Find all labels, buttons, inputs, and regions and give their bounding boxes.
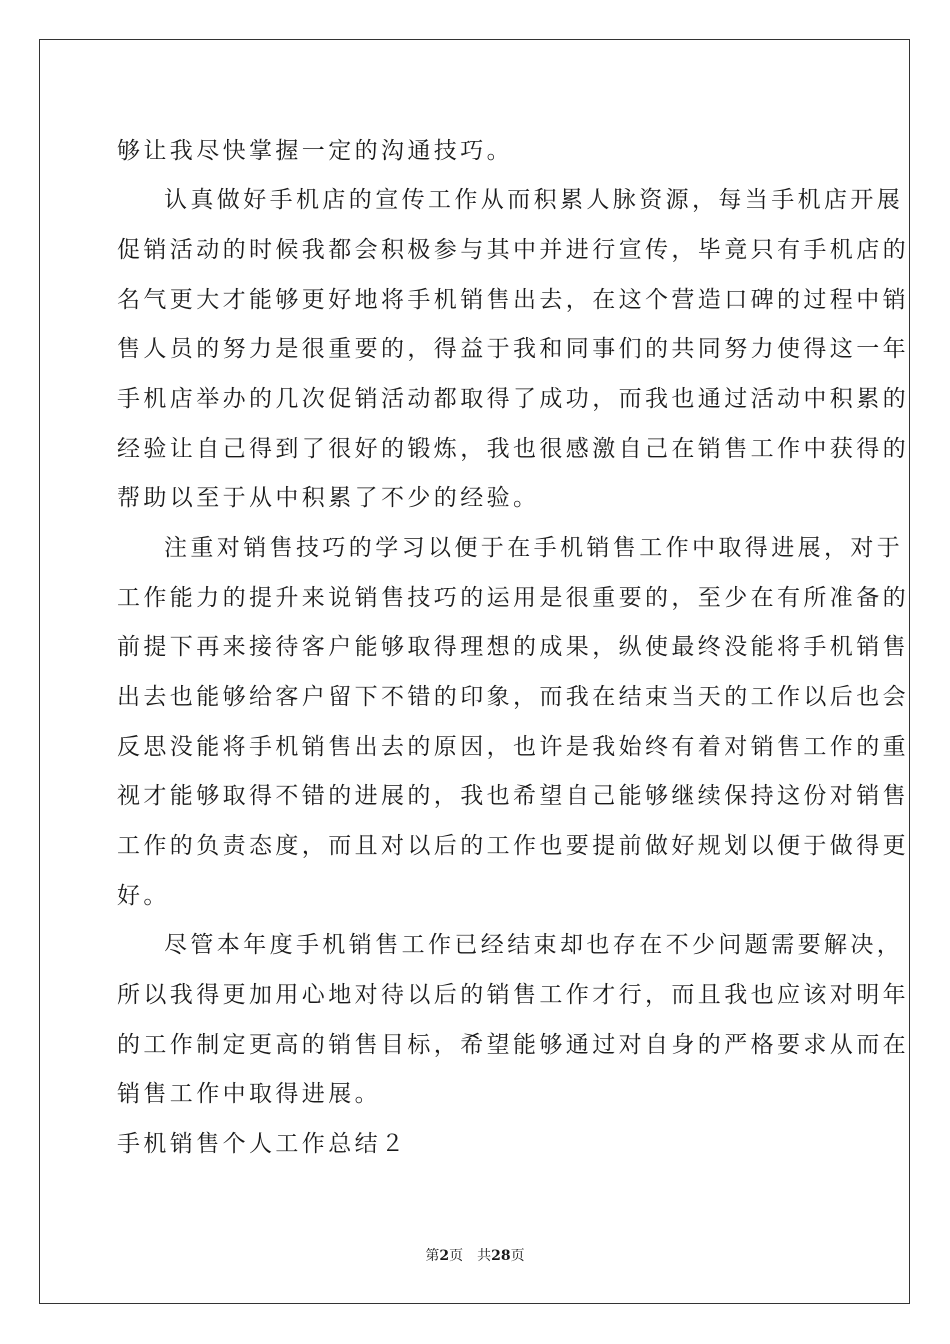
text-line: 促销活动的时候我都会积极参与其中并进行宣传，毕竟只有手机店的 bbox=[117, 237, 909, 263]
text-line: 的工作制定更高的销售目标，希望能够通过对自身的严格要求从而在 bbox=[117, 1032, 909, 1058]
text-line: 经验让自己得到了很好的锻炼，我也很感激自己在销售工作中获得的 bbox=[117, 436, 909, 462]
page-number: 2 bbox=[439, 1248, 450, 1264]
page-border bbox=[39, 39, 910, 1304]
total-label-prefix: 共 bbox=[477, 1248, 492, 1264]
text-line: 售人员的努力是很重要的，得益于我和同事们的共同努力使得这一年 bbox=[117, 336, 909, 362]
text-line: 手机店举办的几次促销活动都取得了成功，而我也通过活动中积累的 bbox=[117, 386, 909, 412]
total-pages: 28 bbox=[491, 1248, 511, 1264]
text-line: 出去也能够给客户留下不错的印象，而我在结束当天的工作以后也会 bbox=[117, 684, 909, 710]
text-line: 工作能力的提升来说销售技巧的运用是很重要的，至少在有所准备的 bbox=[117, 585, 909, 611]
text-line: 好。 bbox=[117, 883, 170, 909]
text-line: 反思没能将手机销售出去的原因，也许是我始终有着对销售工作的重 bbox=[117, 734, 909, 760]
text-line: 所以我得更加用心地对待以后的销售工作才行，而且我也应该对明年 bbox=[117, 982, 909, 1008]
page-label-suffix: 页 bbox=[449, 1248, 464, 1264]
paragraph-first-line: 认真做好手机店的宣传工作从而积累人脉资源，每当手机店开展 bbox=[164, 187, 904, 213]
text-line: 前提下再来接待客户能够取得理想的成果，纵使最终没能将手机销售 bbox=[117, 634, 909, 660]
page-footer bbox=[0, 1246, 950, 1266]
total-label-suffix: 页 bbox=[510, 1248, 525, 1264]
text-line: 工作的负责态度，而且对以后的工作也要提前做好规划以便于做得更 bbox=[117, 833, 909, 859]
text-line: 够让我尽快掌握一定的沟通技巧。 bbox=[117, 138, 513, 164]
paragraph-first-line: 尽管本年度手机销售工作已经结束却也存在不少问题需要解决， bbox=[164, 932, 904, 958]
text-line: 名气更大才能够更好地将手机销售出去，在这个营造口碑的过程中销 bbox=[117, 287, 909, 313]
section-heading: 手机销售个人工作总结２ bbox=[117, 1131, 408, 1157]
text-line: 帮助以至于从中积累了不少的经验。 bbox=[117, 485, 540, 511]
page-label-prefix: 第 bbox=[425, 1248, 440, 1264]
text-line: 销售工作中取得进展。 bbox=[117, 1081, 381, 1107]
paragraph-first-line: 注重对销售技巧的学习以便于在手机销售工作中取得进展，对于 bbox=[164, 535, 904, 561]
text-line: 视才能够取得不错的进展的，我也希望自己能够继续保持这份对销售 bbox=[117, 783, 909, 809]
